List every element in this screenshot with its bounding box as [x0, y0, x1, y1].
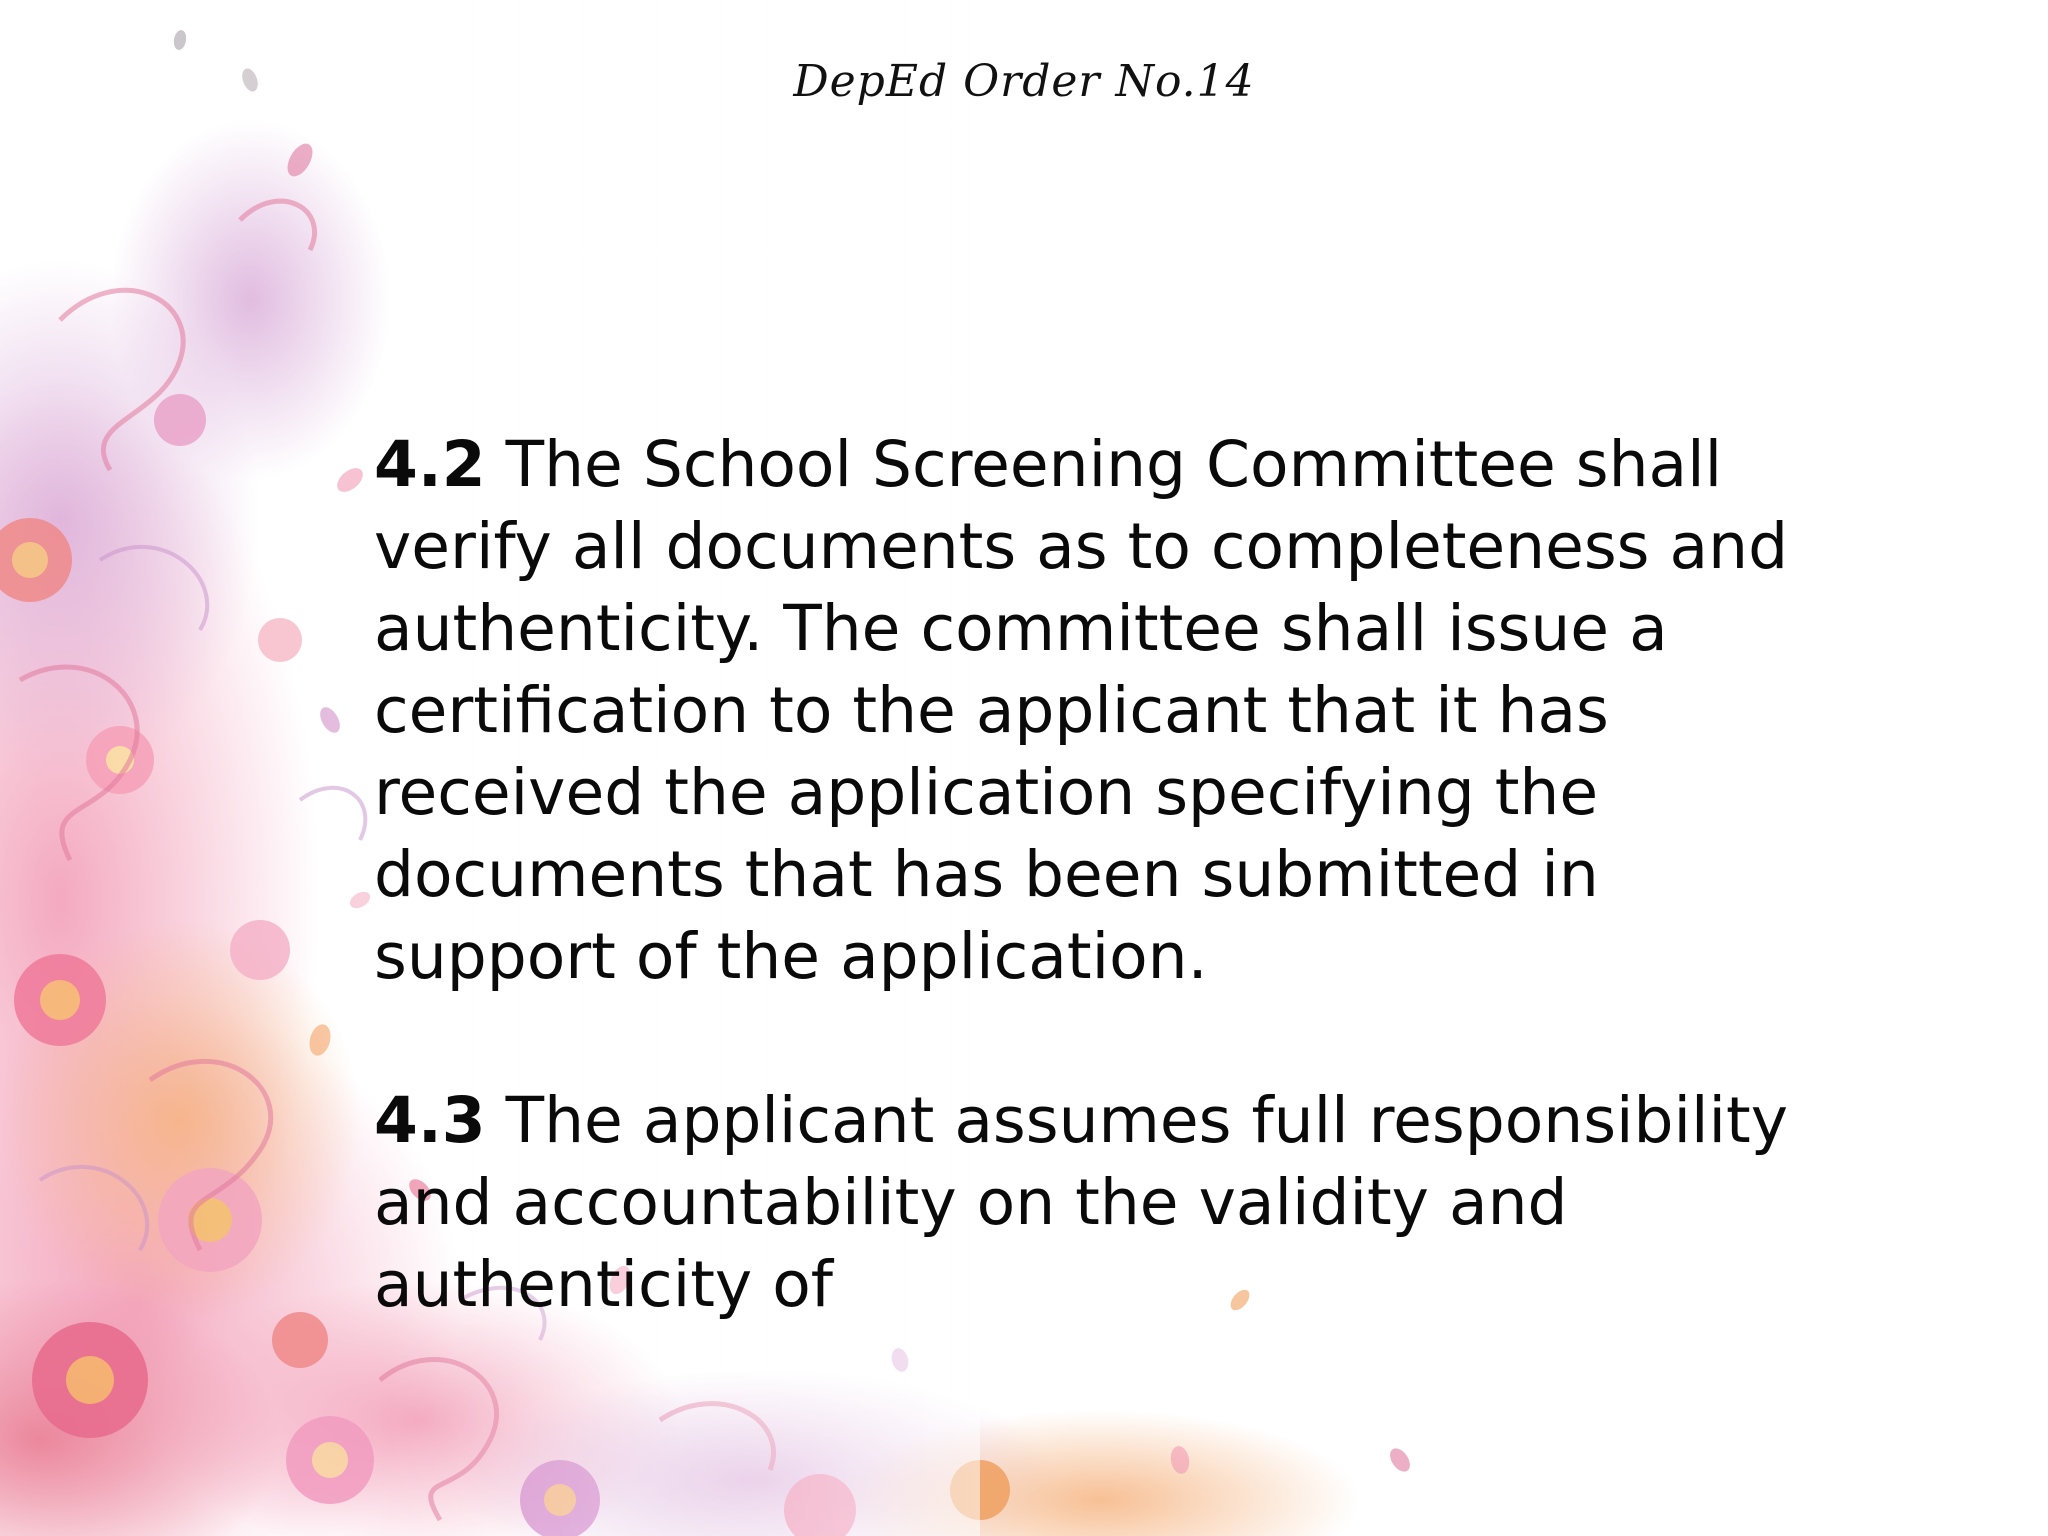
paragraph-text: The School Screening Committee shall verify all documents as to completeness and authenticity. The committee shall issue a certification to the applicant that it has received the application specifying the documents that has been submitted in support of the application.: [374, 428, 1789, 993]
page-title: DepEd Order No.14: [793, 56, 1255, 107]
paragraph-text: The applicant assumes full responsibility and accountability on the validity and authenticity of: [374, 1084, 1788, 1321]
document-body: [374, 424, 1794, 1326]
paragraph-4-3: [374, 1080, 1794, 1326]
paragraph-number: 4.2: [374, 428, 486, 501]
paragraph-number: 4.3: [374, 1084, 486, 1157]
paragraph-4-2: [374, 424, 1794, 998]
